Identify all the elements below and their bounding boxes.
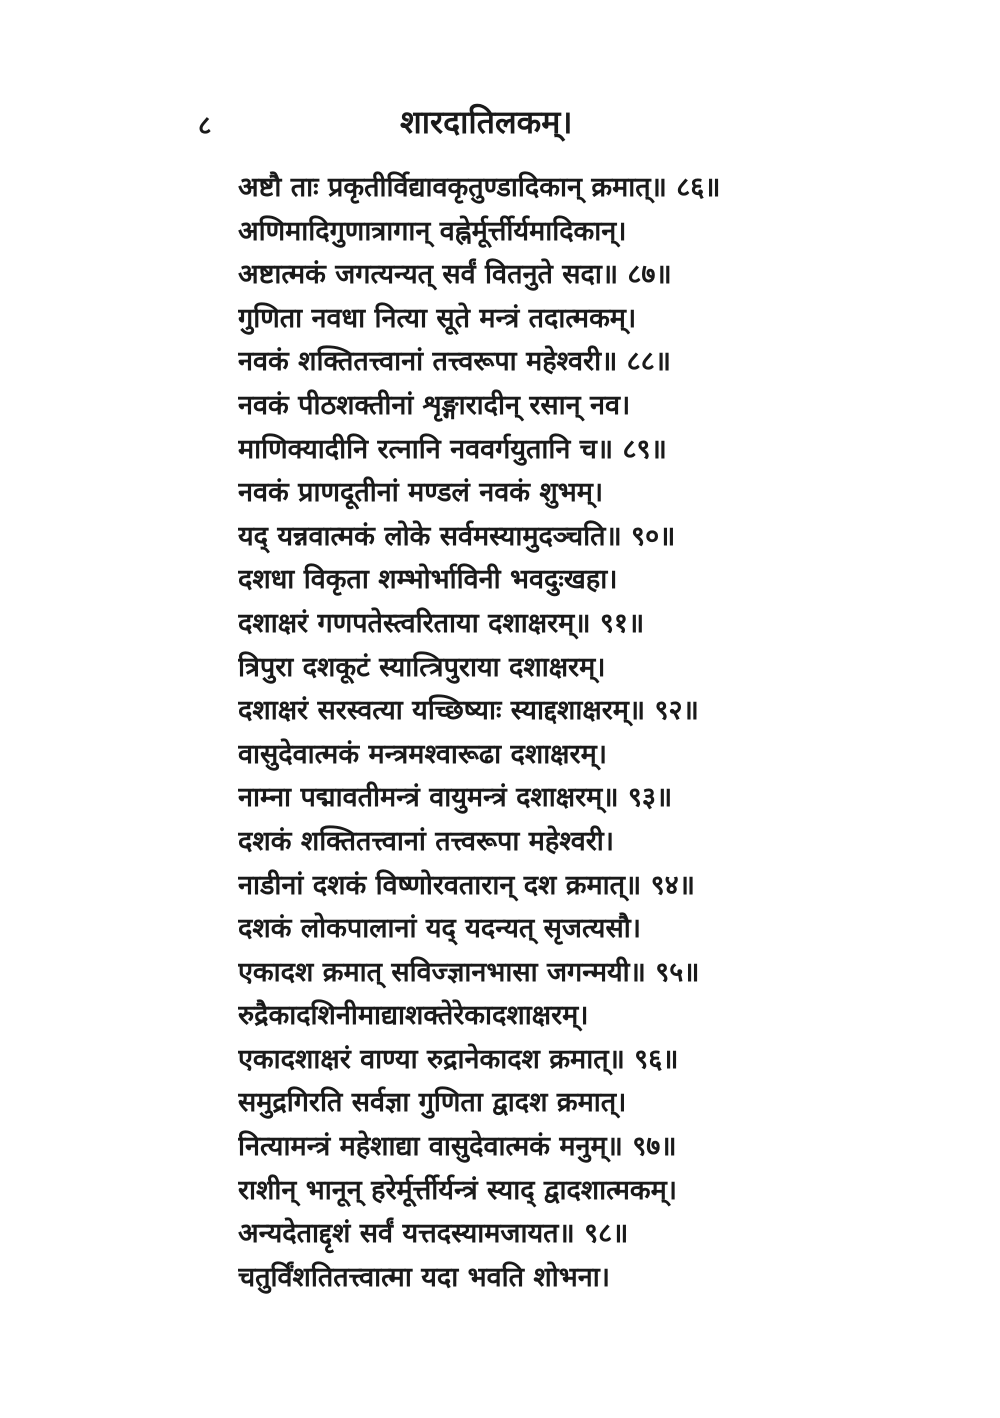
verse-line: नवकं पीठशक्तीनां शृङ्गारादीन् रसान् नव। bbox=[238, 389, 631, 421]
verse-line: नाम्ना पद्मावतीमन्त्रं वायुमन्त्रं दशाक्षरम्॥ ९३॥ bbox=[238, 782, 673, 814]
verse-line: दशकं लोकपालानां यद् यदन्यत् सृजत्यसौ। bbox=[238, 913, 641, 945]
verse-line: यद् यन्नवात्मकं लोके सर्वमस्यामुदञ्चति॥ ९०॥ bbox=[238, 520, 676, 552]
verse-line: दशकं शक्तितत्त्वानां तत्त्वरूपा महेश्वरी। bbox=[238, 825, 615, 857]
verse-line: समुद्रगिरति सर्वज्ञा गुणिता द्वादश क्रमात्। bbox=[238, 1087, 627, 1119]
verse-line: दशधा विकृता शम्भोर्भाविनी भवदुःखहा। bbox=[238, 564, 618, 596]
verse-list bbox=[238, 166, 978, 1299]
verse-line: नाडीनां दशकं विष्णोरवतारान् दश क्रमात्॥ ९४॥ bbox=[238, 869, 695, 901]
verse-line: अष्टौ ताः प्रकृतीर्विद्यावकृतुण्डादिकान् क्रमात्॥ ८६॥ bbox=[238, 172, 721, 203]
verse-line: नवकं शक्तितत्त्वानां तत्त्वरूपा महेश्वरी॥ ८८॥ bbox=[238, 346, 671, 378]
verse-line: गुणिता नवधा नित्या सूते मन्त्रं तदात्मकम्। bbox=[238, 302, 637, 334]
verse-line: एकादश क्रमात् सविज्ज्ञानभासा जगन्मयी॥ ९५॥ bbox=[238, 956, 700, 988]
verse-line: वासुदेवात्मकं मन्त्रमश्वारूढा दशाक्षरम्। bbox=[238, 738, 607, 770]
verse-line: दशाक्षरं सरस्वत्या यच्छिष्याः स्याद्दशाक्षरम्॥ ९२॥ bbox=[238, 695, 699, 727]
verse-line: एकादशाक्षरं वाण्या रुद्रानेकादश क्रमात्॥ ९६॥ bbox=[238, 1043, 679, 1075]
verse-line: अष्टात्मकं जगत्यन्यत् सर्वं वितनुते सदा॥ ८७॥ bbox=[238, 259, 672, 291]
verse-line: राशीन् भानून् हरेर्मूर्त्तीर्यन्त्रं स्याद् द्वादशात्मकम्। bbox=[238, 1174, 677, 1206]
verse-line: रुद्रैकादशिनीमाद्याशक्तेरेकादशाक्षरम्। bbox=[238, 1000, 589, 1032]
verse-line: चतुर्विंशतितत्त्वात्मा यदा भवति शोभना। bbox=[238, 1261, 610, 1293]
verse-line: त्रिपुरा दशकूटं स्यात्त्रिपुराया दशाक्षरम्। bbox=[238, 651, 606, 683]
verse-line: अणिमादिगुणात्रागान् वह्नेर्मूर्त्तीर्यमादिकान्। bbox=[238, 215, 627, 247]
verse-line: अन्यदेताद्दृशं सर्वं यत्तदस्यामजायत॥ ९८॥ bbox=[238, 1218, 629, 1250]
verse-line: नित्यामन्त्रं महेशाद्या वासुदेवात्मकं मनुम्॥ ९७॥ bbox=[238, 1131, 677, 1163]
verse-line: माणिक्यादीनि रत्नानि नववर्गयुतानि च॥ ८९॥ bbox=[238, 433, 667, 465]
verse-line: दशाक्षरं गणपतेस्त्वरिताया दशाक्षरम्॥ ९१॥ bbox=[238, 607, 645, 639]
verse-line: नवकं प्राणदूतीनां मण्डलं नवकं शुभम्। bbox=[238, 477, 604, 509]
page-number: ८ bbox=[198, 111, 212, 141]
page-header: शारदातिलकम्। bbox=[400, 103, 573, 141]
